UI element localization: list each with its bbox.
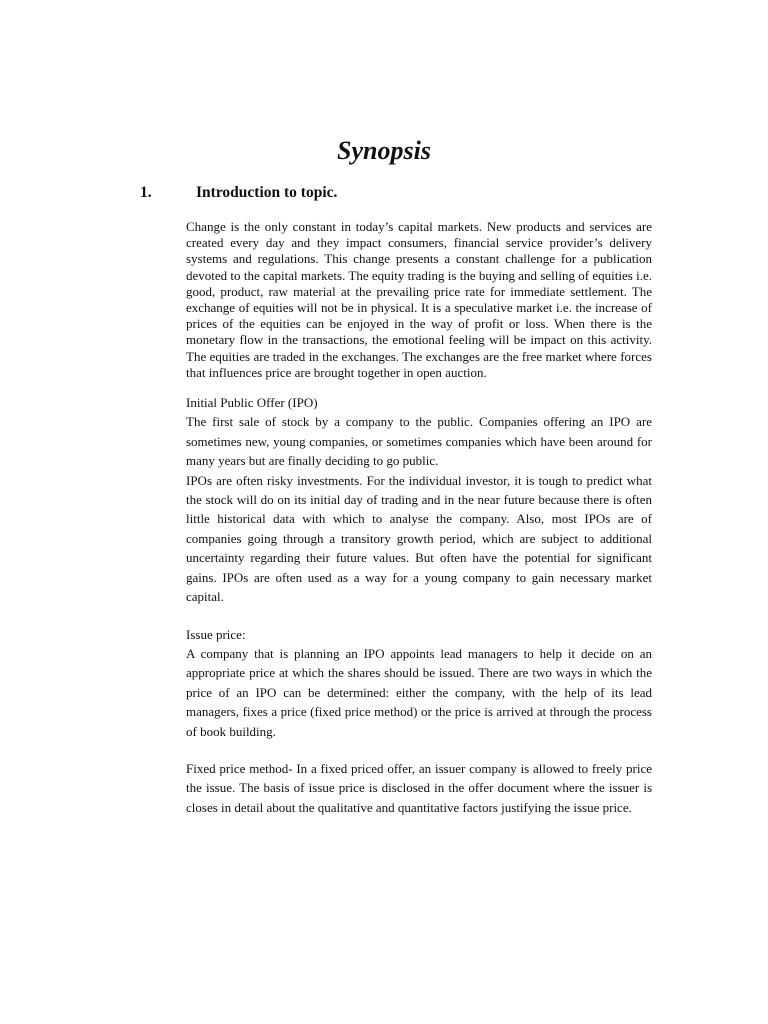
section-title: Introduction to topic. — [196, 184, 338, 201]
section-content — [186, 219, 652, 835]
fixed-price-block — [186, 759, 652, 817]
section-number: 1. — [140, 184, 152, 201]
ipo-heading: Initial Public Offer (IPO) — [186, 395, 318, 411]
section-heading — [140, 184, 660, 202]
fixed-price-paragraph: Fixed price method- In a fixed priced offer, an issuer company is allowed to freely price the issue. The basis of issue price is disclosed in the offer document where the issuer is closes in detail about the qualitative and quantitative factors justifying the issue price. — [186, 760, 652, 815]
ipo-block — [186, 393, 652, 606]
page-title: Synopsis — [337, 136, 431, 165]
ipo-paragraph-1: The first sale of stock by a company to the public. Companies offering an IPO are sometimes new, young companies, or sometimes companies which have been around for many years but are finally deciding to go public. — [186, 414, 652, 469]
issue-price-paragraph: A company that is planning an IPO appoints lead managers to help it decide on an appropriate price at which the shares should be issued. There are two ways in which the price of an IPO can be determined: either the company, with the help of its lead managers, fixes a price (fixed price method) or the price is arrived at through the process of book building. — [186, 645, 652, 739]
issue-price-block — [186, 625, 652, 741]
issue-price-heading: Issue price: — [186, 626, 246, 642]
ipo-paragraph-2: IPOs are often risky investments. For the individual investor, it is tough to predict what the stock will do on its initial day of trading and in the near future because there is often little historical data with which to analyse the company. Also, most IPOs are of companies going through a transitory growth period, which are subject to additional uncertainty regarding their future values. But often have the potential for significant gains. IPOs are often used as a way for a young company to gain necessary market capital. — [186, 472, 652, 605]
intro-paragraph: Change is the only constant in today’s capital markets. New products and services are created every day and they impact consumers, financial service provider’s delivery systems and regulations. This change presents a constant challenge for a publication devoted to the capital markets. The equity trading is the buying and selling of equities i.e. good, product, raw material at the prevailing price rate for immediate settlement. The exchange of equities will not be in physical. It is a speculative market i.e. the increase of prices of the equities can be enjoyed in the way of profit or loss. When there is the monetary flow in the transactions, the emotional feeling will be impact on this activity. The equities are traded in the exchanges. The exchanges are the free market where forces that influences price are brought together in open auction. — [186, 219, 652, 380]
